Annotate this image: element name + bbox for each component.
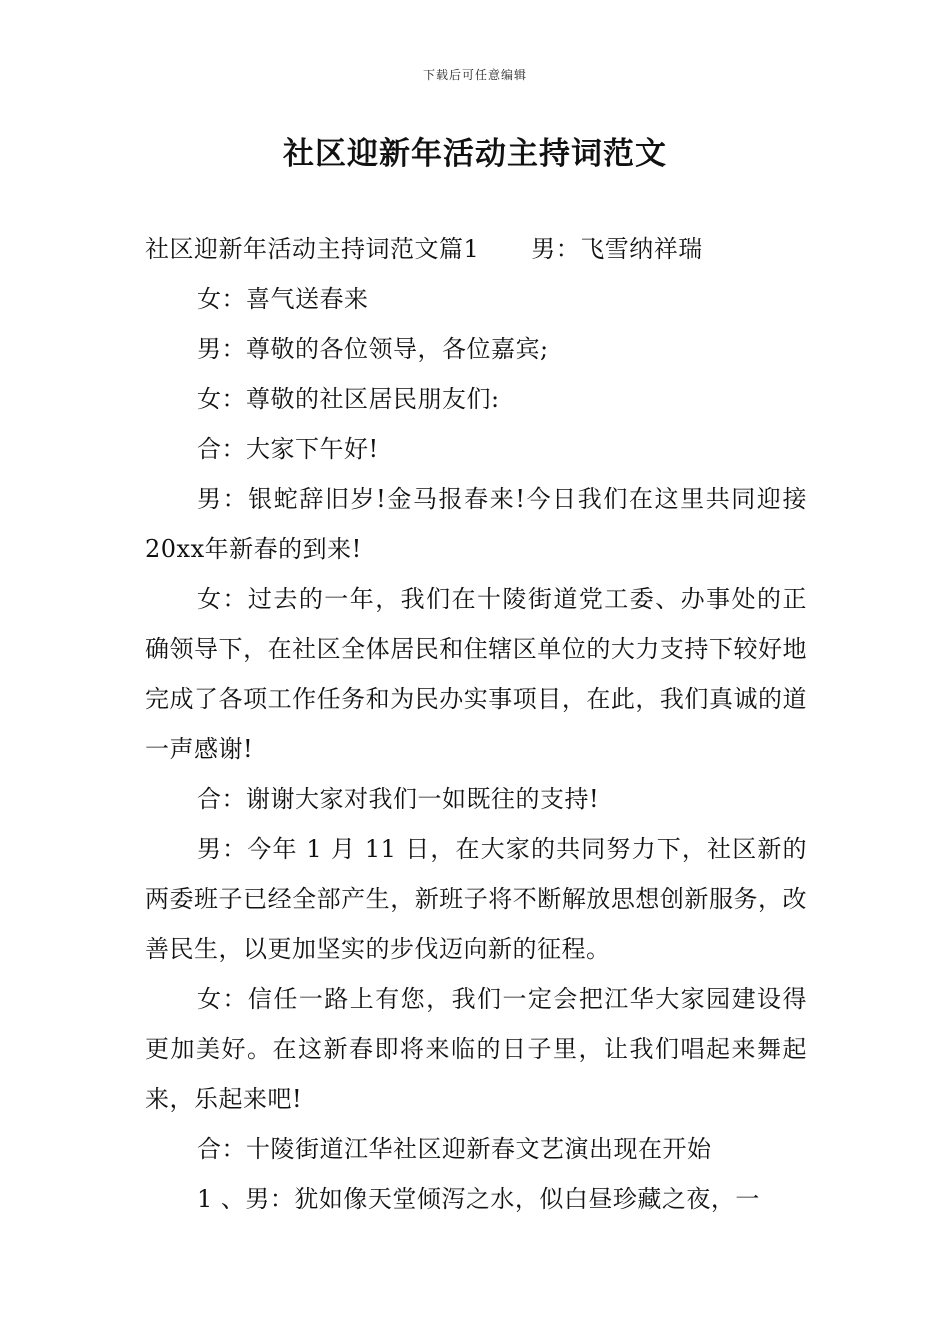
section-label: 社区迎新年活动主持词范文篇1 bbox=[145, 235, 480, 263]
document-body bbox=[145, 224, 807, 1224]
paragraph: 合：十陵街道江华社区迎新春文艺演出现在开始 bbox=[197, 1135, 712, 1163]
first-line bbox=[145, 224, 807, 274]
paragraph: 女：喜气送春来 bbox=[197, 285, 369, 313]
paragraph: 男：尊敬的各位领导，各位嘉宾; bbox=[197, 335, 549, 363]
paragraph: 女：尊敬的社区居民朋友们: bbox=[197, 385, 500, 413]
paragraph: 男：今年 1 月 11 日，在大家的共同努力下，社区新的两委班子已经全部产生，新班子将不断解放思想创新服务，改善民生，以更加坚实的步伐迈向新的征程。 bbox=[145, 835, 807, 963]
paragraph: 男：银蛇辞旧岁!金马报春来!今日我们在这里共同迎接 20xx年新春的到来! bbox=[145, 485, 807, 563]
header-note: 下载后可任意编辑 bbox=[422, 68, 527, 82]
paragraph: 女：过去的一年，我们在十陵街道党工委、办事处的正确领导下，在社区全体居民和住辖区单位的大力支持下较好地完成了各项工作任务和为民办实事项目，在此，我们真诚的道一声感谢! bbox=[145, 585, 807, 763]
paragraph: 女：信任一路上有您，我们一定会把江华大家园建设得更加美好。在这新春即将来临的日子里，让我们唱起来舞起来，乐起来吧! bbox=[145, 985, 807, 1113]
document-title: 社区迎新年活动主持词范文 bbox=[283, 136, 667, 172]
paragraph: 合：大家下午好! bbox=[197, 435, 379, 463]
paragraph: 合：谢谢大家对我们一如既往的支持! bbox=[197, 785, 600, 813]
paragraph: 1 、男：犹如像天堂倾泻之水，似白昼珍藏之夜，一 bbox=[197, 1185, 760, 1213]
first-line-text: 男：飞雪纳祥瑞 bbox=[531, 235, 703, 263]
